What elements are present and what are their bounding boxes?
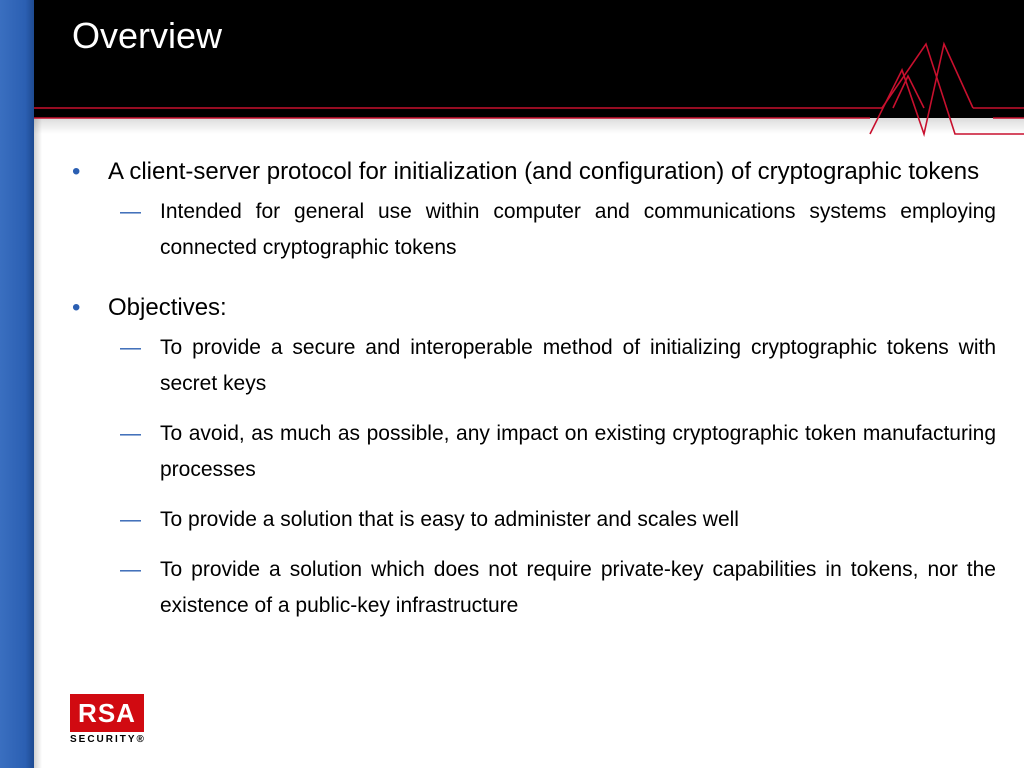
bullet-item	[72, 156, 996, 188]
dash-marker-icon: —	[120, 422, 141, 445]
logo-tagline: SECURITY®	[70, 734, 146, 745]
dash-marker-icon: —	[120, 200, 141, 223]
sub-bullet-item	[72, 552, 996, 624]
sub-bullet-text: Intended for general use within computer and communications systems employing connected cryptographic tokens	[160, 200, 996, 259]
sub-bullet-text: To provide a solution which does not require private-key capabilities in tokens, nor the existence of a public-key infrastructure	[160, 558, 996, 617]
rsa-security-logo	[70, 694, 160, 754]
slide-content	[72, 156, 996, 624]
bullet-text: Objectives:	[108, 294, 227, 321]
sub-bullet-item	[72, 416, 996, 488]
bullet-item	[72, 292, 996, 324]
dash-marker-icon: —	[120, 508, 141, 531]
sub-bullet-text: To provide a secure and interoperable method of initializing cryptographic tokens with secret keys	[160, 336, 996, 395]
left-bar-shadow	[34, 118, 42, 768]
dash-marker-icon: —	[120, 336, 141, 359]
sub-bullet-item	[72, 330, 996, 402]
dash-marker-icon: —	[120, 558, 141, 581]
bullet-text: A client-server protocol for initialization (and configuration) of cryptographic tokens	[108, 158, 980, 185]
bullet-marker-icon: •	[72, 294, 81, 321]
logo-mark-text: RSA	[78, 698, 136, 728]
slide-title: Overview	[72, 15, 223, 56]
sub-bullet-text: To avoid, as much as possible, any impact on existing cryptographic token manufacturing processes	[160, 422, 996, 481]
sub-bullet-item	[72, 502, 996, 538]
sub-bullet-text: To provide a solution that is easy to administer and scales well	[160, 508, 739, 531]
bullet-marker-icon: •	[72, 158, 81, 185]
sub-bullet-item	[72, 194, 996, 266]
